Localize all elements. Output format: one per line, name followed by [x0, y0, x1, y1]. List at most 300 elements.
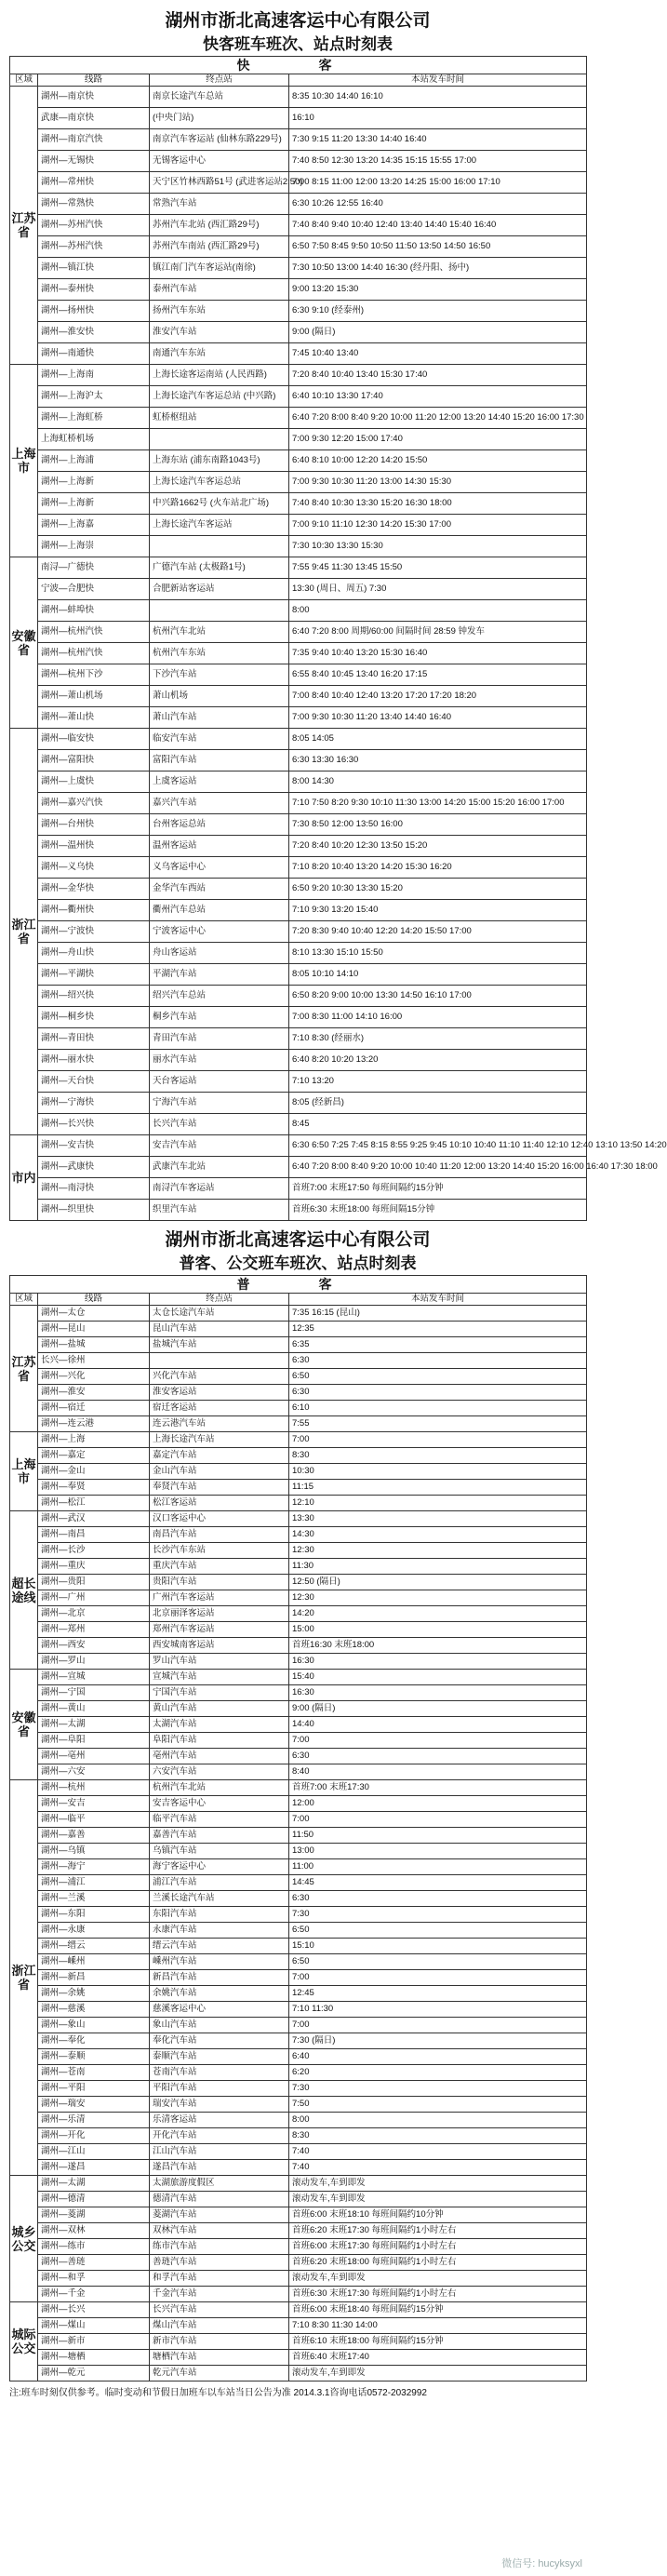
route-cell: 湖州—上海浦: [38, 450, 150, 472]
departure-times-cell: 16:30: [289, 1685, 587, 1701]
route-cell: 湖州—台州快: [38, 814, 150, 836]
table-row: [10, 1337, 587, 1353]
table-row: [10, 1685, 587, 1701]
route-cell: 湖州—兴化: [38, 1369, 150, 1385]
terminal-cell: 武康汽车北站: [150, 1157, 289, 1178]
departure-times-cell: 8:05 (经新昌): [289, 1093, 587, 1114]
route-cell: 湖州—奉化: [38, 2033, 150, 2049]
terminal-cell: 塘栖汽车站: [150, 2350, 289, 2366]
departure-times-cell: 首班16:30 末班18:00: [289, 1638, 587, 1654]
regular-table: [9, 1275, 587, 2381]
departure-times-cell: 14:20: [289, 1606, 587, 1622]
terminal-cell: [150, 1353, 289, 1369]
route-cell: 湖州—金山: [38, 1464, 150, 1480]
departure-times-cell: 滚动发车,车到即发: [289, 2176, 587, 2192]
table-row: [10, 1306, 587, 1322]
departure-times-cell: 6:40: [289, 2049, 587, 2065]
table-row: [10, 1733, 587, 1749]
route-cell: 湖州—上海虹桥: [38, 408, 150, 429]
table-row: [10, 129, 587, 151]
departure-times-cell: 8:00: [289, 2113, 587, 2128]
route-cell: 湖州—乐清: [38, 2113, 150, 2128]
departure-times-cell: 7:40 8:40 9:40 10:40 12:40 13:40 14:40 15:40 16:40: [289, 215, 587, 236]
table-row: [10, 493, 587, 515]
table-row: [10, 322, 587, 343]
table-row: [10, 2271, 587, 2287]
departure-times-cell: 8:30: [289, 2128, 587, 2144]
table-row: [10, 236, 587, 258]
departure-times-cell: 滚动发车,车到即发: [289, 2192, 587, 2207]
terminal-cell: 宁国汽车站: [150, 1685, 289, 1701]
table-row: [10, 1480, 587, 1496]
table-row: [10, 1670, 587, 1685]
departure-times-cell: 6:20: [289, 2065, 587, 2081]
route-cell: 湖州—新市: [38, 2334, 150, 2350]
region-cell: 上海市: [10, 1432, 38, 1511]
terminal-cell: 南京汽车客运站 (仙林东路229号): [150, 129, 289, 151]
terminal-cell: 泰顺汽车站: [150, 2049, 289, 2065]
table-row: [10, 2239, 587, 2255]
table-row: [10, 450, 587, 472]
table-row: [10, 686, 587, 707]
route-cell: 湖州—广州: [38, 1590, 150, 1606]
terminal-cell: 金华汽车西站: [150, 879, 289, 900]
table-row: [10, 1200, 587, 1221]
table-row: [10, 2097, 587, 2113]
route-cell: 湖州—苏州汽快: [38, 215, 150, 236]
departure-times-cell: 6:50: [289, 1923, 587, 1939]
departure-times-cell: 8:05 10:10 14:10: [289, 964, 587, 986]
departure-times-cell: 9:00 (隔日): [289, 1701, 587, 1717]
route-cell: 湖州—杭州下沙: [38, 664, 150, 686]
table-row: [10, 2302, 587, 2318]
table-row: [10, 729, 587, 750]
column-header: 本站发车时间: [289, 74, 587, 87]
departure-times-cell: 7:00: [289, 1432, 587, 1448]
departure-times-cell: 13:30: [289, 1511, 587, 1527]
departure-times-cell: 8:35 10:30 14:40 16:10: [289, 87, 587, 108]
terminal-cell: 天台客运站: [150, 1071, 289, 1093]
departure-times-cell: 6:30 13:30 16:30: [289, 750, 587, 771]
route-cell: 湖州—泰州快: [38, 279, 150, 301]
terminal-cell: 萧山机场: [150, 686, 289, 707]
route-cell: 湖州—金华快: [38, 879, 150, 900]
route-cell: 湖州—上海: [38, 1432, 150, 1448]
terminal-cell: 南昌汽车站: [150, 1527, 289, 1543]
terminal-cell: 德清汽车站: [150, 2192, 289, 2207]
route-cell: 湖州—新昌: [38, 1970, 150, 1986]
table-row: [10, 1028, 587, 1050]
departure-times-cell: 6:40 7:20 8:00 周期/60:00 间隔时间 28:59 钟发车: [289, 622, 587, 643]
table-row: [10, 1606, 587, 1622]
table-row: [10, 2065, 587, 2081]
departure-times-cell: 12:30: [289, 1590, 587, 1606]
departure-times-cell: 6:40 7:20 8:00 8:40 9:20 10:00 11:20 12:00 13:20 14:40 15:20 16:00 17:30: [289, 408, 587, 429]
terminal-cell: 衢州汽车总站: [150, 900, 289, 921]
departure-times-cell: 7:35 16:15 (昆山): [289, 1306, 587, 1322]
terminal-cell: 广州汽车客运站: [150, 1590, 289, 1606]
terminal-cell: 和孚汽车站: [150, 2271, 289, 2287]
terminal-cell: 煤山汽车站: [150, 2318, 289, 2334]
table-row: [10, 1575, 587, 1590]
terminal-cell: 新昌汽车站: [150, 1970, 289, 1986]
column-header: 终点站: [150, 74, 289, 87]
table-row: [10, 215, 587, 236]
terminal-cell: 上虞客运站: [150, 771, 289, 793]
departure-times-cell: 7:30 9:15 11:20 13:30 14:40 16:40: [289, 129, 587, 151]
route-cell: 湖州—阜阳: [38, 1733, 150, 1749]
route-cell: 湖州—天台快: [38, 1071, 150, 1093]
route-cell: 湖州—北京: [38, 1606, 150, 1622]
route-cell: 湖州—南京汽快: [38, 129, 150, 151]
terminal-cell: 乌镇汽车站: [150, 1844, 289, 1859]
route-cell: 湖州—重庆: [38, 1559, 150, 1575]
terminal-cell: 上海东站 (浦东南路1043号): [150, 450, 289, 472]
table-row: [10, 472, 587, 493]
route-cell: 湖州—上海南: [38, 365, 150, 386]
terminal-cell: 浦江汽车站: [150, 1875, 289, 1891]
route-cell: 湖州—镇江快: [38, 258, 150, 279]
route-cell: 湖州—舟山快: [38, 943, 150, 964]
departure-times-cell: 16:30: [289, 1654, 587, 1670]
table-row: [10, 1622, 587, 1638]
terminal-cell: 善琏汽车站: [150, 2255, 289, 2271]
terminal-cell: 嘉兴汽车站: [150, 793, 289, 814]
route-cell: 湖州—永康: [38, 1923, 150, 1939]
terminal-cell: 汉口客运中心: [150, 1511, 289, 1527]
terminal-cell: 宿迁客运站: [150, 1401, 289, 1416]
departure-times-cell: 滚动发车,车到即发: [289, 2271, 587, 2287]
route-cell: 湖州—奉贤: [38, 1480, 150, 1496]
departure-times-cell: 7:55 9:45 11:30 13:45 15:50: [289, 557, 587, 579]
table-row: [10, 1844, 587, 1859]
table-row: [10, 2207, 587, 2223]
route-cell: 湖州—上虞快: [38, 771, 150, 793]
region-cell: 江苏省: [10, 87, 38, 365]
departure-times-cell: 7:00 9:30 10:30 11:20 13:00 14:30 15:30: [289, 472, 587, 493]
region-cell: 城乡公交: [10, 2176, 38, 2302]
route-cell: 长兴—徐州: [38, 1353, 150, 1369]
column-header: 线路: [38, 1294, 150, 1306]
departure-times-cell: 7:35 9:40 10:40 13:20 15:30 16:40: [289, 643, 587, 664]
route-cell: 湖州—太仓: [38, 1306, 150, 1322]
route-cell: 宁波—合肥快: [38, 579, 150, 600]
departure-times-cell: 7:45 10:40 13:40: [289, 343, 587, 365]
route-cell: 湖州—扬州快: [38, 301, 150, 322]
departure-times-cell: 首班7:00 末班17:50 每班间隔约15分钟: [289, 1178, 587, 1200]
terminal-cell: 海宁客运中心: [150, 1859, 289, 1875]
departure-times-cell: 8:45: [289, 1114, 587, 1135]
departure-times-cell: 7:00: [289, 1970, 587, 1986]
departure-times-cell: 7:40 8:50 12:30 13:20 14:35 15:15 15:55 17:00: [289, 151, 587, 172]
route-cell: 湖州—上海沪太: [38, 386, 150, 408]
route-cell: 湖州—郑州: [38, 1622, 150, 1638]
table-row: [10, 2049, 587, 2065]
terminal-cell: 下沙汽车站: [150, 664, 289, 686]
terminal-cell: 上海长途汽车客运总站 (中兴路): [150, 386, 289, 408]
terminal-cell: 盐城汽车站: [150, 1337, 289, 1353]
departure-times-cell: 8:00: [289, 600, 587, 622]
terminal-cell: 台州客运总站: [150, 814, 289, 836]
departure-times-cell: 7:30: [289, 2081, 587, 2097]
route-cell: 湖州—织里快: [38, 1200, 150, 1221]
terminal-cell: 新市汽车站: [150, 2334, 289, 2350]
table-row: [10, 1954, 587, 1970]
route-cell: 湖州—亳州: [38, 1749, 150, 1764]
route-cell: 湖州—淮安: [38, 1385, 150, 1401]
region-cell: 浙江省: [10, 1780, 38, 2176]
departure-times-cell: 首班6:00 末班17:30 每班间隔约1小时左右: [289, 2239, 587, 2255]
table-row: [10, 2081, 587, 2097]
table-row: [10, 557, 587, 579]
table-row: [10, 1050, 587, 1071]
terminal-cell: 平阳汽车站: [150, 2081, 289, 2097]
route-cell: 湖州—武康快: [38, 1157, 150, 1178]
table-row: [10, 579, 587, 600]
route-cell: 湖州—和孚: [38, 2271, 150, 2287]
route-cell: 湖州—宿迁: [38, 1401, 150, 1416]
departure-times-cell: 6:10: [289, 1401, 587, 1416]
departure-times-cell: 7:40: [289, 2144, 587, 2160]
terminal-cell: 奉贤汽车站: [150, 1480, 289, 1496]
route-cell: 湖州—嵊州: [38, 1954, 150, 1970]
table-row: [10, 194, 587, 215]
table-row: [10, 707, 587, 729]
departure-times-cell: 12:45: [289, 1986, 587, 2002]
terminal-cell: 常熟汽车站: [150, 194, 289, 215]
route-cell: 湖州—南浔快: [38, 1178, 150, 1200]
terminal-cell: 广德汽车站 (太极路1号): [150, 557, 289, 579]
terminal-cell: 上海长途汽车站: [150, 1432, 289, 1448]
departure-times-cell: 14:40: [289, 1717, 587, 1733]
regular-header: [9, 1228, 586, 1275]
table-row: [10, 836, 587, 857]
departure-times-cell: 11:50: [289, 1828, 587, 1844]
terminal-cell: 苏州汽车北站 (西汇路29号): [150, 215, 289, 236]
route-cell: 湖州—南昌: [38, 1527, 150, 1543]
route-cell: 湖州—淮安快: [38, 322, 150, 343]
express-header: [9, 9, 586, 56]
terminal-cell: (中央门站): [150, 108, 289, 129]
departure-times-cell: 6:30: [289, 1749, 587, 1764]
departure-times-cell: 6:30 6:50 7:25 7:45 8:15 8:55 9:25 9:45 10:10 10:40 11:10 11:40 12:10 12:40 13:10 13:50 14:20: [289, 1135, 587, 1157]
terminal-cell: 上海长途客运南站 (人民西路): [150, 365, 289, 386]
departure-times-cell: 7:30 (隔日): [289, 2033, 587, 2049]
table-row: [10, 1114, 587, 1135]
terminal-cell: 长兴汽车站: [150, 1114, 289, 1135]
terminal-cell: 罗山汽车站: [150, 1654, 289, 1670]
terminal-cell: [150, 600, 289, 622]
departure-times-cell: 首班6:30 末班17:30 每班间隔约1小时左右: [289, 2287, 587, 2302]
departure-times-cell: 7:10 8:20 10:40 13:20 14:20 15:30 16:20: [289, 857, 587, 879]
table-row: [10, 1464, 587, 1480]
route-cell: 湖州—宁海快: [38, 1093, 150, 1114]
table-row: [10, 2033, 587, 2049]
terminal-cell: 江山汽车站: [150, 2144, 289, 2160]
departure-times-cell: 6:50 7:50 8:45 9:50 10:50 11:50 13:50 14:50 16:50: [289, 236, 587, 258]
route-cell: 湖州—乌镇: [38, 1844, 150, 1859]
region-cell: 安徽省: [10, 1670, 38, 1780]
terminal-cell: 安吉客运中心: [150, 1796, 289, 1812]
table-row: [10, 2176, 587, 2192]
departure-times-cell: 15:00: [289, 1622, 587, 1638]
route-cell: 湖州—宁国: [38, 1685, 150, 1701]
table-row: [10, 151, 587, 172]
departure-times-cell: 15:10: [289, 1939, 587, 1954]
terminal-cell: 嘉定汽车站: [150, 1448, 289, 1464]
terminal-cell: [150, 429, 289, 450]
terminal-cell: 虹桥枢纽站: [150, 408, 289, 429]
table-row: [10, 365, 587, 386]
terminal-cell: 南浔汽车客运站: [150, 1178, 289, 1200]
terminal-cell: 遂昌汽车站: [150, 2160, 289, 2176]
departure-times-cell: 首班6:00 末班18:40 每班间隔约15分钟: [289, 2302, 587, 2318]
departure-times-cell: 首班6:30 末班18:00 每班间隔15分钟: [289, 1200, 587, 1221]
terminal-cell: 淮安客运站: [150, 1385, 289, 1401]
route-cell: 武康—南京快: [38, 108, 150, 129]
table-row: [10, 2113, 587, 2128]
table-row: [10, 536, 587, 557]
route-cell: 湖州—南通快: [38, 343, 150, 365]
terminal-cell: 镇江南门汽车客运站(南徐): [150, 258, 289, 279]
terminal-cell: 合肥新站客运站: [150, 579, 289, 600]
terminal-cell: 平湖汽车站: [150, 964, 289, 986]
express-table: [9, 56, 667, 1221]
table-row: [10, 1496, 587, 1511]
departure-times-cell: 7:00: [289, 1812, 587, 1828]
table-row: [10, 1401, 587, 1416]
departure-times-cell: 7:00 8:15 11:00 12:00 13:20 14:25 15:00 16:00 17:10: [289, 172, 587, 194]
route-cell: 湖州—瑞安: [38, 2097, 150, 2113]
table-row: [10, 1780, 587, 1796]
departure-times-cell: 首班6:20 末班18:00 每班间隔约1小时左右: [289, 2255, 587, 2271]
departure-times-cell: 6:35: [289, 1337, 587, 1353]
terminal-cell: 长沙汽车东站: [150, 1543, 289, 1559]
terminal-cell: 中兴路1662号 (火车站北广场): [150, 493, 289, 515]
departure-times-cell: 7:00 8:30 11:00 14:10 16:00: [289, 1007, 587, 1028]
column-header: 本站发车时间: [289, 1294, 587, 1306]
departure-times-cell: 13:00: [289, 1844, 587, 1859]
terminal-cell: 太湖汽车站: [150, 1717, 289, 1733]
region-cell: 江苏省: [10, 1306, 38, 1432]
departure-times-cell: 6:40 8:10 10:00 12:20 14:20 15:50: [289, 450, 587, 472]
terminal-cell: 瑞安汽车站: [150, 2097, 289, 2113]
table-row: [10, 1527, 587, 1543]
table-row: [10, 1511, 587, 1527]
terminal-cell: 嵊州汽车站: [150, 1954, 289, 1970]
route-cell: 湖州—义乌快: [38, 857, 150, 879]
departure-times-cell: 13:30 (周日、周五) 7:30: [289, 579, 587, 600]
route-cell: 湖州—太湖: [38, 1717, 150, 1733]
terminal-cell: 东阳汽车站: [150, 1907, 289, 1923]
table-row: [10, 1749, 587, 1764]
column-header: 区域: [10, 1294, 38, 1306]
terminal-cell: 杭州汽车北站: [150, 1780, 289, 1796]
route-cell: 湖州—塘栖: [38, 2350, 150, 2366]
table-row: [10, 750, 587, 771]
table-row: [10, 2144, 587, 2160]
departure-times-cell: 12:35: [289, 1322, 587, 1337]
route-cell: 湖州—青田快: [38, 1028, 150, 1050]
route-cell: 湖州—平湖快: [38, 964, 150, 986]
table-row: [10, 1322, 587, 1337]
table-row: [10, 2366, 587, 2381]
terminal-cell: 临平汽车站: [150, 1812, 289, 1828]
route-cell: 湖州—苏州汽快: [38, 236, 150, 258]
column-header: 线路: [38, 74, 150, 87]
departure-times-cell: 12:00: [289, 1796, 587, 1812]
terminal-cell: 贵阳汽车站: [150, 1575, 289, 1590]
table-row: [10, 622, 587, 643]
route-cell: 湖州—杭州汽快: [38, 643, 150, 664]
company-name-2: 湖州市浙北高速客运中心有限公司: [165, 1230, 431, 1250]
terminal-cell: 连云港汽车站: [150, 1416, 289, 1432]
terminal-cell: 杭州汽车北站: [150, 622, 289, 643]
terminal-cell: 萧山汽车站: [150, 707, 289, 729]
terminal-cell: 余姚汽车站: [150, 1986, 289, 2002]
route-cell: 湖州—善琏: [38, 2255, 150, 2271]
departure-times-cell: 7:20 8:40 10:20 12:30 13:50 15:20: [289, 836, 587, 857]
table-row: [10, 2223, 587, 2239]
departure-times-cell: 7:30: [289, 1907, 587, 1923]
table-row: [10, 1157, 587, 1178]
table-row: [10, 1701, 587, 1717]
table-row: [10, 2287, 587, 2302]
table-row: [10, 1448, 587, 1464]
terminal-cell: 扬州汽车东站: [150, 301, 289, 322]
table-row: [10, 986, 587, 1007]
route-cell: 湖州—萧山机场: [38, 686, 150, 707]
table-row: [10, 515, 587, 536]
route-cell: 湖州—余姚: [38, 1986, 150, 2002]
terminal-cell: 织里汽车站: [150, 1200, 289, 1221]
route-cell: 湖州—菱湖: [38, 2207, 150, 2223]
table-row: [10, 343, 587, 365]
route-cell: 湖州—桐乡快: [38, 1007, 150, 1028]
table-row: [10, 771, 587, 793]
route-cell: 湖州—安吉快: [38, 1135, 150, 1157]
table-row: [10, 2350, 587, 2366]
route-cell: 湖州—长沙: [38, 1543, 150, 1559]
terminal-cell: 淮安汽车站: [150, 322, 289, 343]
departure-times-cell: 6:30: [289, 1385, 587, 1401]
column-header: 区域: [10, 74, 38, 87]
route-cell: 湖州—无锡快: [38, 151, 150, 172]
table-row: [10, 386, 587, 408]
route-cell: 湖州—上海新: [38, 472, 150, 493]
route-cell: 湖州—六安: [38, 1764, 150, 1780]
route-cell: 湖州—连云港: [38, 1416, 150, 1432]
route-cell: 湖州—富阳快: [38, 750, 150, 771]
terminal-cell: 慈溪客运中心: [150, 2002, 289, 2018]
route-cell: 湖州—泰顺: [38, 2049, 150, 2065]
route-cell: 南浔—广德快: [38, 557, 150, 579]
region-cell: 浙江省: [10, 729, 38, 1135]
route-cell: 湖州—贵阳: [38, 1575, 150, 1590]
route-cell: 湖州—开化: [38, 2128, 150, 2144]
terminal-cell: 乾元汽车站: [150, 2366, 289, 2381]
table-row: [10, 1432, 587, 1448]
terminal-cell: 千金汽车站: [150, 2287, 289, 2302]
table-row: [10, 1986, 587, 2002]
route-cell: 湖州—黄山: [38, 1701, 150, 1717]
departure-times-cell: 12:10: [289, 1496, 587, 1511]
departure-times-cell: 8:05 14:05: [289, 729, 587, 750]
terminal-cell: 象山汽车站: [150, 2018, 289, 2033]
table-row: [10, 600, 587, 622]
departure-times-cell: 7:00 8:40 10:40 12:40 13:20 17:20 17:20 18:20: [289, 686, 587, 707]
departure-times-cell: 12:50 (隔日): [289, 1575, 587, 1590]
